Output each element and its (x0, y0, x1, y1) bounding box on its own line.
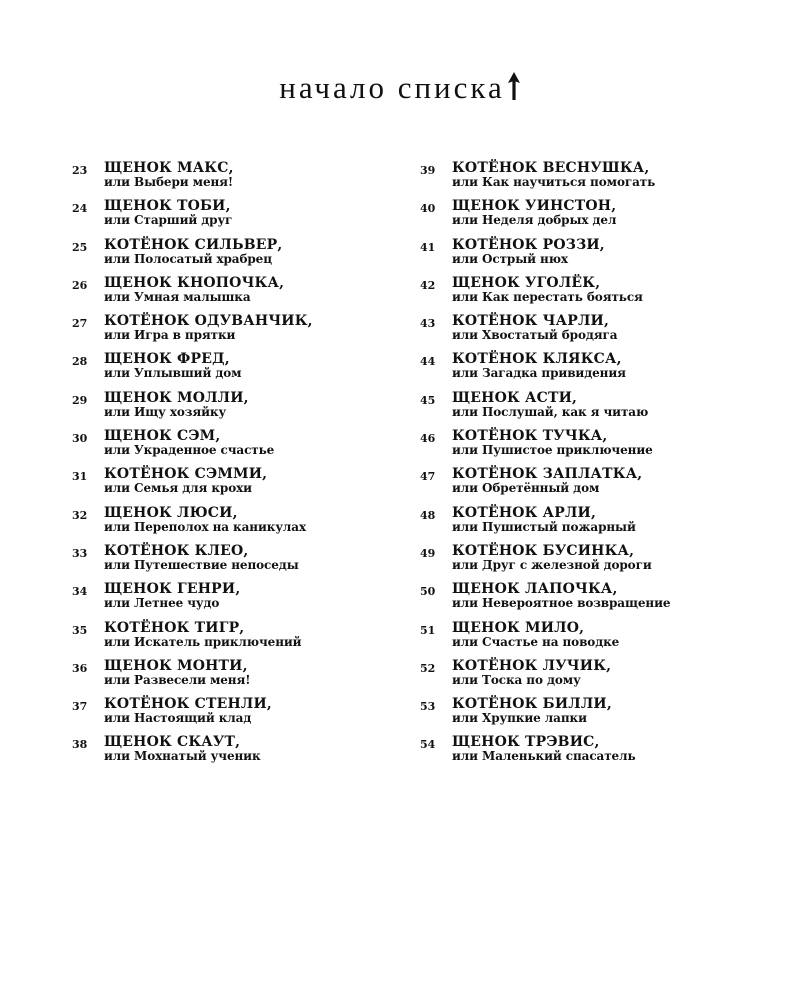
book-number: 52 (420, 661, 436, 675)
book-title: ЩЕНОК УГОЛЁК, (452, 274, 601, 291)
book-number: 47 (420, 470, 436, 484)
book-list-item (420, 658, 780, 696)
book-title: КОТЁНОК ЧАРЛИ, (452, 313, 610, 330)
book-subtitle: или Выбери меня! (104, 175, 234, 189)
book-list-item (420, 696, 780, 734)
book-list-right-column (420, 160, 780, 773)
book-list-item (72, 198, 402, 236)
book-list-item (420, 390, 780, 428)
book-subtitle: или Мохнатый ученик (104, 749, 261, 764)
book-list-item (420, 198, 780, 236)
book-list-item (72, 658, 402, 696)
book-number: 34 (72, 585, 88, 599)
book-subtitle: или Пушистый пожарный (452, 519, 636, 534)
book-subtitle: или Тоска по дому (452, 672, 581, 687)
book-number: 43 (420, 317, 436, 331)
page-heading (0, 68, 800, 108)
book-title: ЩЕНОК СЭМ, (104, 428, 221, 445)
book-title: ЩЕНОК ЛАПОЧКА, (452, 581, 618, 598)
book-title: КОТЁНОК СТЕНЛИ, (104, 696, 272, 713)
book-number: 48 (420, 508, 436, 522)
book-subtitle: или Невероятное возвращение (452, 596, 671, 611)
book-list-item (420, 505, 780, 543)
book-title: КОТЁНОК ЛУЧИК, (452, 657, 612, 674)
book-subtitle: или Полосатый храбрец (104, 251, 272, 266)
book-title: ЩЕНОК АСТИ, (452, 389, 578, 406)
book-list-item (72, 313, 402, 351)
book-number: 27 (72, 317, 88, 331)
book-title: КОТЁНОК АРЛИ, (452, 504, 597, 521)
book-list-item (420, 351, 780, 389)
book-number: 46 (420, 432, 436, 446)
book-number: 37 (72, 700, 88, 714)
book-title: КОТЁНОК РОЗЗИ, (452, 236, 605, 253)
book-subtitle: или Неделя добрых дел (452, 213, 617, 228)
book-number: 29 (72, 393, 88, 407)
book-number: 38 (72, 738, 88, 752)
book-list-item (72, 351, 402, 389)
book-list-item (420, 620, 780, 658)
book-title: КОТЁНОК ТИГР, (104, 619, 245, 636)
book-title: ЩЕНОК ТРЭВИС, (452, 734, 600, 751)
book-subtitle: или Счастье на поводке (452, 634, 620, 649)
book-number: 39 (420, 164, 436, 177)
book-number: 32 (72, 508, 88, 522)
book-title: КОТЁНОК ВЕСНУШКА, (452, 160, 650, 176)
book-title: ЩЕНОК МАКС, (104, 160, 234, 176)
book-number: 30 (72, 432, 88, 446)
book-list-item (420, 428, 780, 466)
book-subtitle: или Путешествие непоседы (104, 557, 299, 572)
book-list-item (420, 160, 780, 198)
book-number: 25 (72, 240, 88, 254)
book-list-item (72, 466, 402, 504)
book-title: ЩЕНОК ФРЕД, (104, 351, 230, 368)
book-number: 26 (72, 278, 88, 292)
book-number: 41 (420, 240, 436, 254)
book-number: 44 (420, 355, 436, 369)
book-subtitle: или Украденное счастье (104, 443, 275, 458)
book-list-item (72, 275, 402, 313)
book-list-item (72, 581, 402, 619)
book-subtitle: или Старший друг (104, 213, 233, 228)
book-title: КОТЁНОК БИЛЛИ, (452, 696, 612, 713)
heading-text: начало списка (279, 70, 505, 105)
book-title: ЩЕНОК КНОПОЧКА, (104, 274, 285, 291)
book-list-item (420, 237, 780, 275)
book-subtitle: или Маленький спасатель (452, 749, 636, 764)
book-title: КОТЁНОК БУСИНКА, (452, 542, 635, 559)
book-list-item (72, 160, 402, 198)
book-title: ЩЕНОК ГЕНРИ, (104, 581, 241, 598)
book-subtitle: или Ищу хозяйку (104, 404, 227, 419)
book-list-item (420, 313, 780, 351)
book-number: 53 (420, 700, 436, 714)
book-list-left-column (72, 160, 402, 773)
book-title: ЩЕНОК МИЛО, (452, 619, 585, 636)
book-number: 42 (420, 278, 436, 292)
book-number: 40 (420, 202, 436, 216)
book-list-item (72, 390, 402, 428)
book-number: 24 (72, 202, 88, 216)
book-subtitle: или Переполох на каникулах (104, 519, 307, 534)
book-number: 51 (420, 623, 436, 637)
book-title: КОТЁНОК КЛЕО, (104, 542, 249, 559)
book-subtitle: или Умная малышка (104, 289, 251, 304)
book-title: КОТЁНОК ЗАПЛАТКА, (452, 466, 643, 483)
book-subtitle: или Послушай, как я читаю (452, 404, 649, 419)
book-subtitle: или Уплывший дом (104, 366, 242, 381)
book-title: КОТЁНОК ОДУВАНЧИК, (104, 313, 313, 330)
book-subtitle: или Хрупкие лапки (452, 711, 587, 726)
book-subtitle: или Острый нюх (452, 251, 568, 266)
book-title: КОТЁНОК СЭММИ, (104, 466, 268, 483)
book-subtitle: или Семья для крохи (104, 481, 252, 496)
book-list-item (420, 734, 780, 772)
book-number: 49 (420, 546, 436, 560)
book-number: 28 (72, 355, 88, 369)
book-list-item (420, 581, 780, 619)
book-number: 23 (72, 164, 88, 177)
book-title: ЩЕНОК МОНТИ, (104, 657, 248, 674)
book-title: ЩЕНОК ЛЮСИ, (104, 504, 238, 521)
book-title: КОТЁНОК СИЛЬВЕР, (104, 236, 283, 253)
book-subtitle: или Загадка привидения (452, 366, 626, 381)
book-title: ЩЕНОК ТОБИ, (104, 198, 231, 215)
book-subtitle: или Как научиться помогать (452, 175, 656, 189)
book-subtitle: или Как перестать бояться (452, 289, 643, 304)
book-number: 54 (420, 738, 436, 752)
book-subtitle: или Развесели меня! (104, 672, 251, 687)
book-number: 35 (72, 623, 88, 637)
book-title: КОТЁНОК КЛЯКСА, (452, 351, 622, 368)
book-number: 50 (420, 585, 436, 599)
book-subtitle: или Обретённый дом (452, 481, 600, 496)
book-title: КОТЁНОК ТУЧКА, (452, 428, 608, 445)
book-list-item (420, 466, 780, 504)
book-title: ЩЕНОК УИНСТОН, (452, 198, 617, 215)
arrow-up-icon (507, 72, 521, 100)
book-number: 45 (420, 393, 436, 407)
book-subtitle: или Друг с железной дороги (452, 557, 652, 572)
book-list-item (72, 620, 402, 658)
book-subtitle: или Пушистое приключение (452, 443, 653, 458)
book-list-item (72, 237, 402, 275)
book-list-item (72, 696, 402, 734)
book-list-item (420, 275, 780, 313)
book-subtitle: или Игра в прятки (104, 328, 236, 343)
book-list-item (72, 543, 402, 581)
book-list-item (72, 505, 402, 543)
book-number: 36 (72, 661, 88, 675)
book-list-item (72, 734, 402, 772)
book-subtitle: или Хвостатый бродяга (452, 328, 618, 343)
book-title: ЩЕНОК МОЛЛИ, (104, 389, 249, 406)
book-subtitle: или Летнее чудо (104, 596, 220, 611)
book-list-item (420, 543, 780, 581)
book-title: ЩЕНОК СКАУТ, (104, 734, 241, 751)
book-number: 33 (72, 546, 88, 560)
book-subtitle: или Настоящий клад (104, 711, 252, 726)
book-number: 31 (72, 470, 88, 484)
book-list-item (72, 428, 402, 466)
book-subtitle: или Искатель приключений (104, 634, 302, 649)
